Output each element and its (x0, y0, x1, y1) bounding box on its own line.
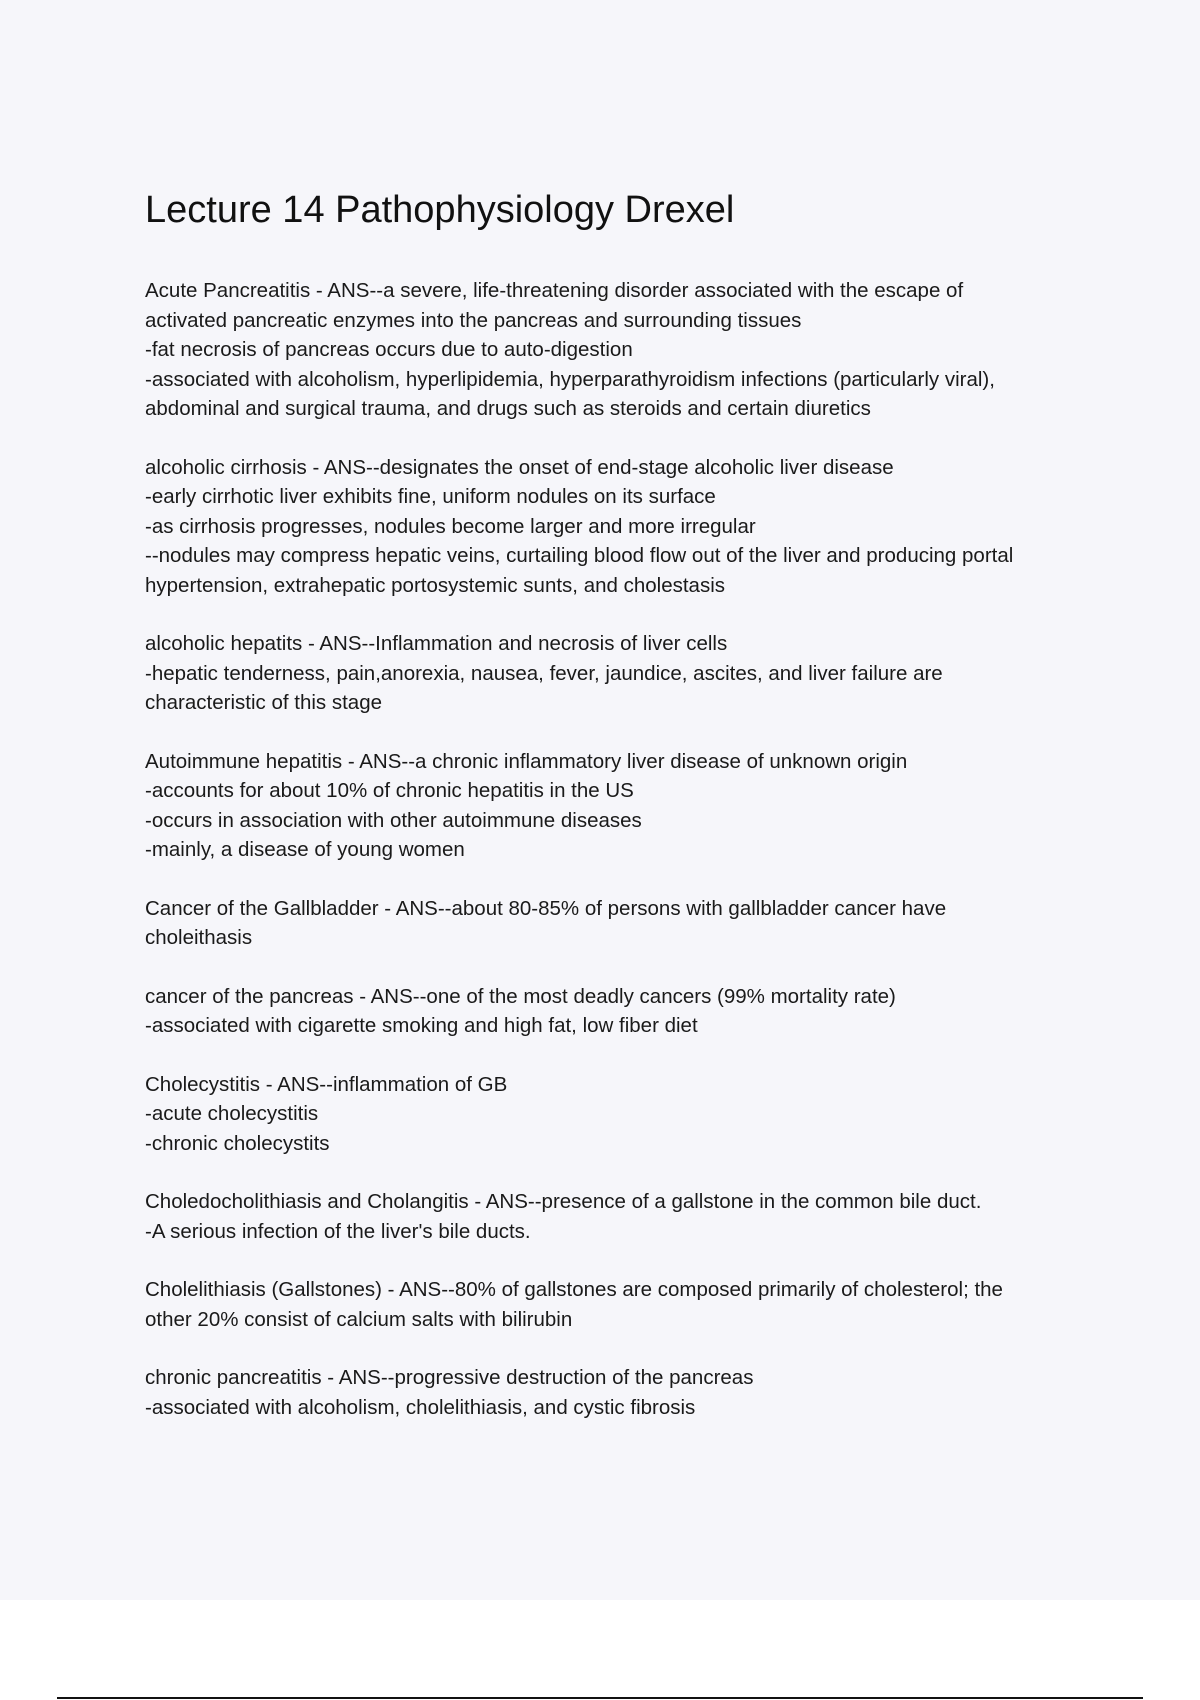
entry-term-line: Cholecystitis - ANS--inflammation of GB (145, 1072, 508, 1096)
entry-detail-line: characteristic of this stage (145, 691, 382, 714)
document-title: Lecture 14 Pathophysiology Drexel (145, 189, 735, 231)
entry-term-line: Autoimmune hepatitis - ANS--a chronic inflammatory liver disease of unknown origin (145, 749, 908, 773)
definition-entry (145, 894, 1105, 953)
entry-detail-line: -occurs in association with other autoimmune diseases (145, 808, 642, 832)
definition-entry (145, 1275, 1105, 1334)
entry-detail-line: -hepatic tenderness, pain,anorexia, nausea, fever, jaundice, ascites, and liver failure are (145, 661, 943, 685)
definition-entry (145, 453, 1105, 601)
entry-detail-line: -mainly, a disease of young women (145, 838, 465, 861)
definition-entry (145, 1070, 1105, 1159)
entry-detail-line: -accounts for about 10% of chronic hepatitis in the US (145, 779, 634, 802)
entry-detail-line: -associated with cigarette smoking and high fat, low fiber diet (145, 1014, 698, 1037)
entry-term-line: cancer of the pancreas - ANS--one of the most deadly cancers (99% mortality rate) (145, 984, 896, 1008)
entry-detail-line: --nodules may compress hepatic veins, curtailing blood flow out of the liver and producing portal (145, 544, 1014, 567)
entry-detail-line: -A serious infection of the liver's bile ducts. (145, 1219, 531, 1243)
entries-list (145, 276, 1105, 1422)
entry-detail-line: other 20% consist of calcium salts with bilirubin (145, 1307, 573, 1331)
definition-entry (145, 629, 1105, 718)
definition-entry (145, 747, 1105, 865)
entry-term-line: Cancer of the Gallbladder - ANS--about 80-85% of persons with gallbladder cancer have (145, 896, 947, 920)
entry-detail-line: -acute cholecystitis (145, 1102, 319, 1125)
entry-term-line: alcoholic hepatits - ANS--Inflammation and necrosis of liver cells (145, 632, 728, 655)
entry-detail-line: -chronic cholecystits (145, 1131, 330, 1155)
entry-detail-line: abdominal and surgical trauma, and drugs such as steroids and certain diuretics (145, 397, 871, 420)
entry-detail-line: activated pancreatic enzymes into the pancreas and surrounding tissues (145, 308, 802, 332)
entry-detail-line: -as cirrhosis progresses, nodules become larger and more irregular (145, 514, 756, 538)
entry-term-line: Acute Pancreatitis - ANS--a severe, life-threatening disorder associated with the escape of (145, 279, 964, 302)
entry-detail-line: -early cirrhotic liver exhibits fine, uniform nodules on its surface (145, 485, 716, 508)
definition-entry (145, 276, 1105, 424)
entry-term-line: chronic pancreatitis - ANS--progressive destruction of the pancreas (145, 1366, 754, 1389)
entry-detail-line: -fat necrosis of pancreas occurs due to auto-digestion (145, 338, 633, 361)
entry-term-line: alcoholic cirrhosis - ANS--designates the onset of end-stage alcoholic liver disease (145, 455, 894, 479)
entry-detail-line: -associated with alcoholism, cholelithiasis, and cystic fibrosis (145, 1395, 696, 1419)
entry-detail-line: hypertension, extrahepatic portosystemic sunts, and cholestasis (145, 573, 725, 597)
footer-divider (57, 1697, 1143, 1699)
entry-term-line: Cholelithiasis (Gallstones) - ANS--80% of gallstones are composed primarily of cholesterol; the (145, 1278, 1003, 1301)
definition-entry (145, 1363, 1105, 1422)
definition-entry (145, 1187, 1105, 1246)
entry-detail-line: choleithasis (145, 926, 253, 949)
document-body (145, 186, 1105, 1451)
definition-entry (145, 982, 1105, 1041)
entry-detail-line: -associated with alcoholism, hyperlipidemia, hyperparathyroidism infections (particularly viral), (145, 367, 995, 391)
entry-term-line: Choledocholithiasis and Cholangitis - ANS--presence of a gallstone in the common bile duct. (145, 1190, 982, 1213)
